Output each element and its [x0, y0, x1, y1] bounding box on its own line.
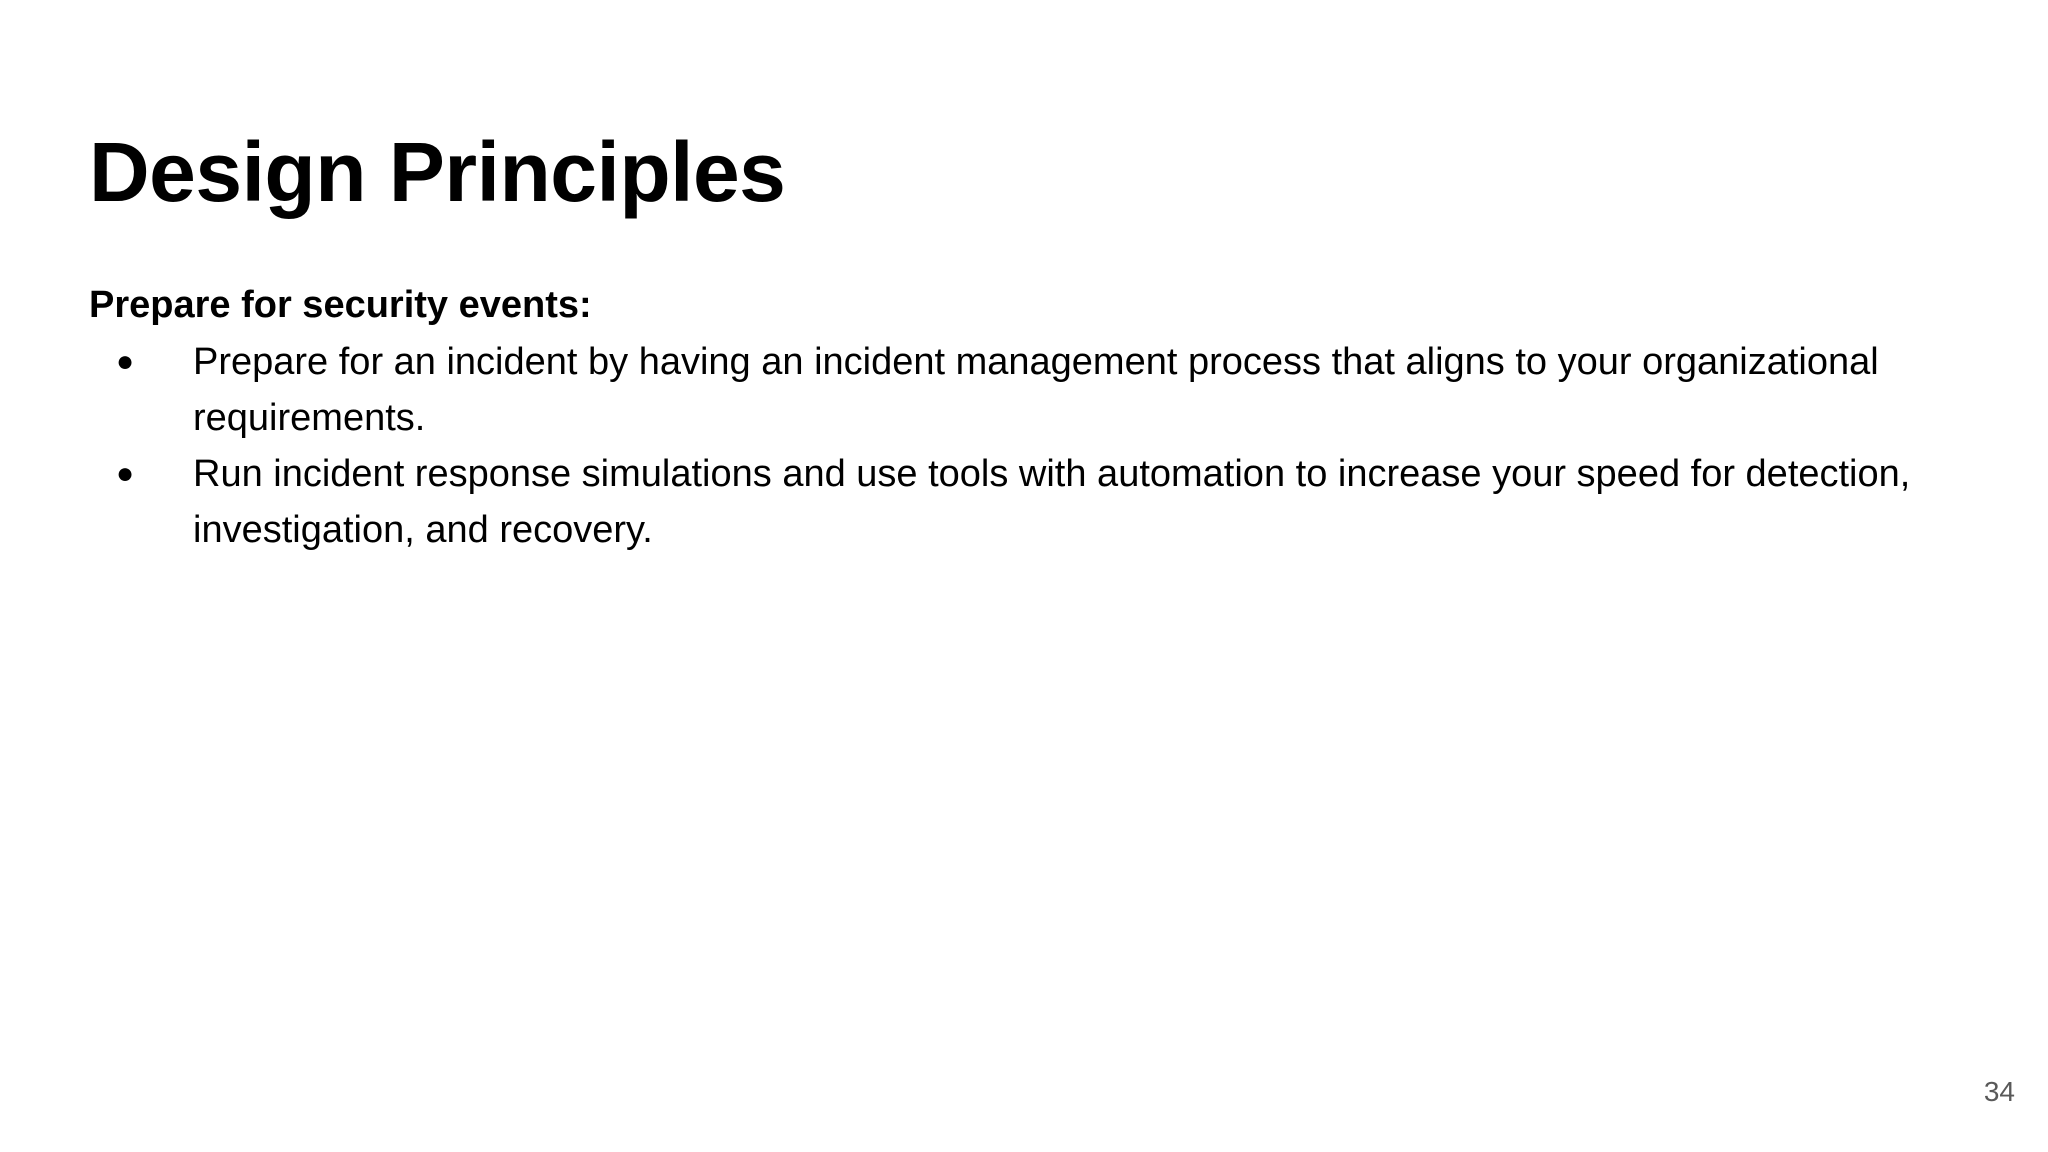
bullet-item-incident-process	[0, 334, 1993, 446]
section-subheading: Prepare for security events:	[89, 284, 592, 326]
bullet-marker-icon: ●	[116, 345, 135, 378]
slide-title: Design Principles	[89, 125, 786, 219]
bullet-text: Run incident response simulations and use tools with automation to increase your speed for detection, investigation, and recovery.	[193, 453, 1911, 551]
page-number: 34	[1983, 1076, 2015, 1107]
bullet-item-simulations	[0, 446, 1993, 558]
bullet-text: Prepare for an incident by having an incident management process that aligns to your organizational requirements.	[193, 341, 1879, 439]
bullet-marker-icon: ●	[116, 457, 135, 490]
bullet-list	[0, 334, 2048, 558]
